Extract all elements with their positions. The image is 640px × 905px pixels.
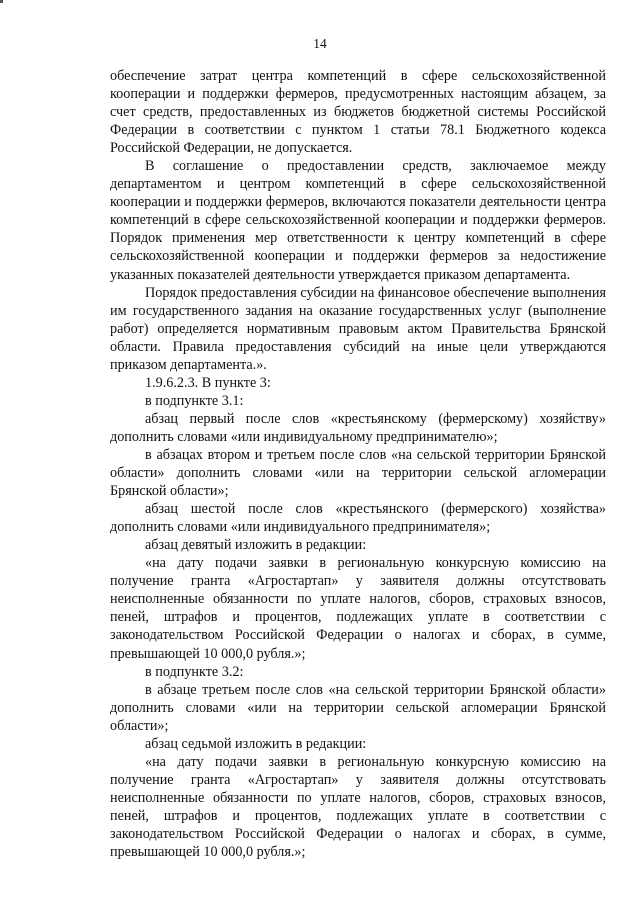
paragraph: В соглашение о предоставлении средств, заключаемое между департаментом и центром компетенций в сфере сельскохозяйственной кооперации и поддержки фермеров, включаются показатели деятельности центра компетенций в сфере сельскохозяйственной кооперации и поддержки фермеров. Порядок применения мер ответственности к центру компетенций в сфере сельскохозяйственной кооперации и поддержки фермеров за недостижение указанных показателей деятельности утверждается приказом департамента. [110,158,606,283]
paragraph: «на дату подачи заявки в региональную конкурсную комиссию на получение гранта «Агростартап» у заявителя должны отсутствовать неисполненные обязанности по уплате налогов, сборов, страховых взносов, пеней, штрафов и процентов, подлежащих уплате в соответствии с законодательством Российской Федерации о налогах и сборах, в сумме, превышающей 10 000,0 рубля.»; [110,555,606,662]
paragraph: в абзаце третьем после слов «на сельской территории Брянской области» дополнить словами «или на территории сельской агломерации Брянской области»; [110,681,606,734]
page-number: 14 [313,36,327,51]
paragraph: абзац девятый изложить в редакции: [145,537,367,554]
paragraph: в подпункте 3.1: [145,392,244,409]
paragraph: абзац шестой после слов «крестьянского (фермерского) хозяйства» дополнить словами «или индивидуального предпринимателя»; [110,501,606,536]
paragraph: абзац первый после слов «крестьянскому (фермерскому) хозяйству» дополнить словами «или индивидуальному предпринимателю»; [110,410,606,445]
document-body [110,67,606,861]
paragraph: абзац седьмой изложить в редакции: [145,735,367,752]
paragraph: 1.9.6.2.3. В пункте 3: [145,374,271,391]
paragraph: в абзацах втором и третьем после слов «на сельской территории Брянской области» дополнить словами «или на территории сельской агломерации Брянской области»; [110,446,606,500]
paragraph: Порядок предоставления субсидии на финансовое обеспечение выполнения им государственного задания на оказание государственных услуг (выполнение работ) определяется нормативным правовым актом Правительства Брянской области. Правила предоставления субсидий на иные цели утверждаются приказом департамента.». [110,284,606,373]
paragraph: обеспечение затрат центра компетенций в сфере сельскохозяйственной кооперации и поддержки фермеров, предусмотренных настоящим абзацем, за счет средств, предоставленных из бюджетов бюджетной системы Российской Федерации в соответствии с пунктом 1 статьи 78.1 Бюджетного кодекса Российской Федерации, не допускается. [110,68,606,157]
scan-corner-mark [0,0,3,3]
paragraph: в подпункте 3.2: [145,663,244,680]
paragraph: «на дату подачи заявки в региональную конкурсную комиссию на получение гранта «Агростартап» у заявителя должны отсутствовать неисполненные обязанности по уплате налогов, сборов, страховых взносов, пеней, штрафов и процентов, подлежащих уплате в соответствии с законодательством Российской Федерации о налогах и сборах, в сумме, превышающей 10 000,0 рубля.»; [110,753,606,861]
